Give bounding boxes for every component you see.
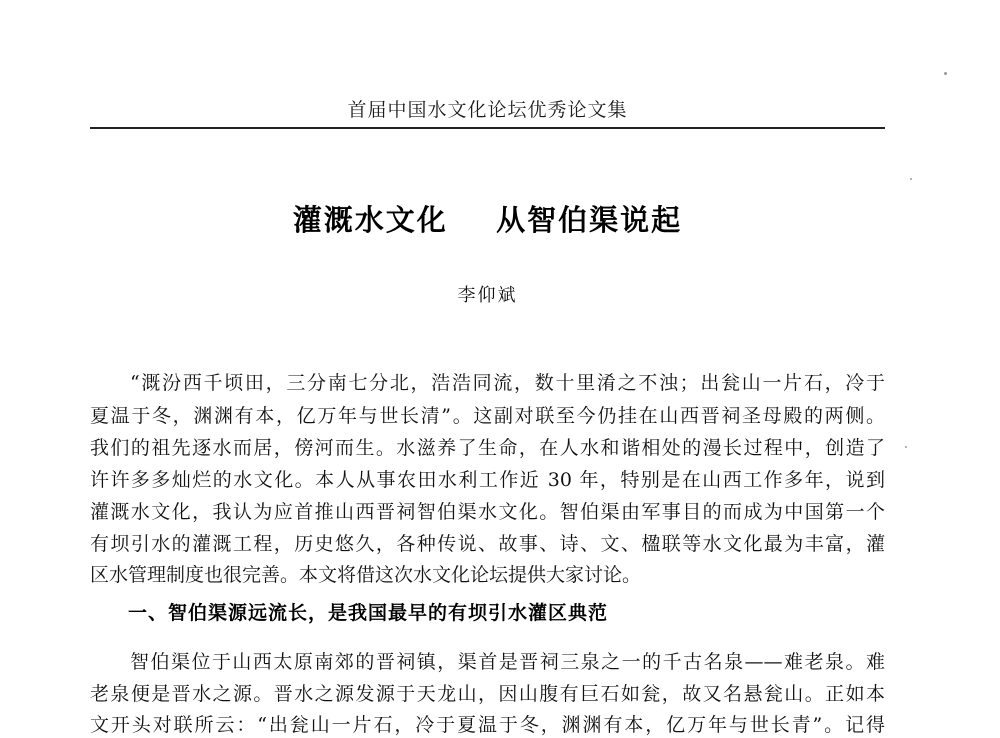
scan-speck — [905, 446, 907, 448]
author-name: 李仰斌 — [457, 285, 518, 306]
section-heading: 一、智伯渠源远流长，是我国最早的有坝引水灌区典范 — [128, 602, 609, 624]
text-line: 文开头对联所云：“出瓮山一片石，冷于夏温于冬，渊渊有本，亿万年与世长青”。记得 — [90, 714, 885, 736]
text-line: “溉汾西千顷田，三分南七分北，浩浩同流，数十里淆之不浊；出瓮山一片石，冷于 — [130, 372, 885, 394]
text-line: 许许多多灿烂的水文化。本人从事农田水利工作近 30 年，特别是在山西工作多年，说到 — [90, 469, 885, 491]
text-line: 区水管理制度也很完善。本文将借这次水文化论坛提供大家讨论。 — [90, 564, 642, 586]
running-header: 首届中国水文化论坛优秀论文集 — [347, 99, 628, 121]
text-line: 灌溉水文化，我认为应首推山西晋祠智伯渠水文化。智伯渠由军事目的而成为中国第一个 — [90, 501, 885, 523]
text-line: 我们的祖先逐水而居，傍河而生。水滋养了生命，在人水和谐相处的漫长过程中，创造了 — [90, 437, 885, 459]
scan-speck — [910, 178, 912, 180]
text-line: 夏温于冬，渊渊有本，亿万年与世长清”。这副对联至今仍挂在山西晋祠圣母殿的两侧。 — [90, 405, 885, 427]
text-line: 老泉便是晋水之源。晋水之源发源于天龙山，因山腹有巨石如瓮，故又名悬瓮山。正如本 — [90, 683, 885, 705]
text-line: 有坝引水的灌溉工程，历史悠久，各种传说、故事、诗、文、楹联等水文化最为丰富，灌 — [90, 533, 885, 555]
header-rule — [90, 127, 885, 129]
scan-speck — [944, 72, 947, 75]
article-title: 灌溉水文化 从智伯渠说起 — [292, 203, 683, 237]
text-line: 智伯渠位于山西太原南郊的晋祠镇，渠首是晋祠三泉之一的千古名泉——难老泉。难 — [130, 651, 885, 673]
